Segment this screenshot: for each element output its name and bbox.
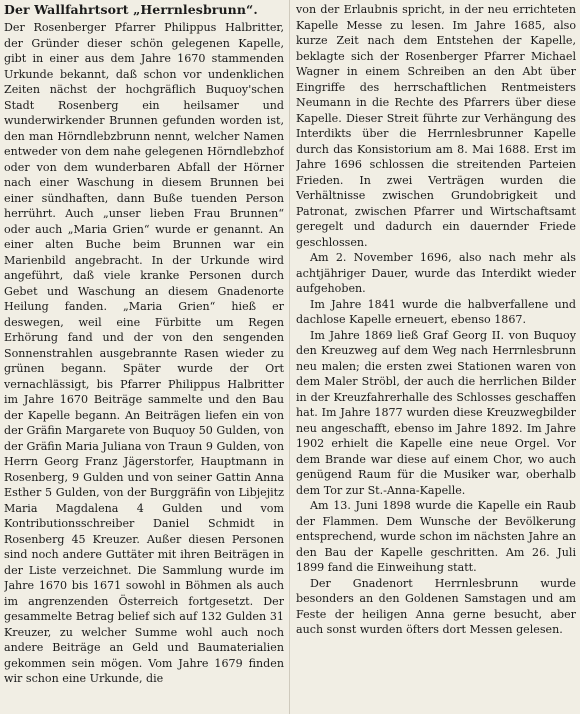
right-column [296,2,576,712]
paragraph: von der Erlaubnis spricht, in der neu errichteten Kapelle Messe zu lesen. Im Jahre 1685, also kurze Zeit nach dem Entstehen der Kapelle, beklagte sich der Rosenberger Pfarrer Michael Wagner in einem Schreiben an den Abt über Eingriffe des herrschaftlichen Rentmeisters Neumann in die Rechte des Pfarrers über diese Kapelle. Dieser Streit führte zur Verhängung des Interdikts über die Herrnlesbrunner Kapelle durch das Konsistorium am 8. Mai 1688. Erst im Jahre 1696 schlossen die streitenden Parteien Frieden. In zwei Verträgen wurden die Verhältnisse zwischen Grundobrigkeit und Patronat, zwischen Pfarrer und Wirtschaftsamt geregelt und dadurch ein dauernder Friede geschlossen. [296,3,576,249]
paragraph: Am 13. Juni 1898 wurde die Kapelle ein Raub der Flammen. Dem Wunsche der Bevölkerung entsprechend, wurde schon im nächsten Jahre an den Bau der Kapelle geschritten. Am 26. Juli 1899 fand die Einweihung statt. [296,499,576,574]
paragraph: Am 2. November 1696, also nach mehr als achtjähriger Dauer, wurde das Interdikt wieder aufgehoben. [296,251,576,295]
left-column [4,20,284,712]
paragraph: Im Jahre 1869 ließ Graf Georg II. von Buquoy den Kreuzweg auf dem Weg nach Herrnlesbrunn neu malen; die ersten zwei Stationen waren von dem Maler Ströbl, der auch die herrlichen Bilder in der Kreuzfahrerhalle des Schlosses geschaffen hat. Im Jahre 1877 wurden diese Kreuzwegbilder neu angeschafft, ebenso im Jahre 1892. Im Jahre 1902 erhielt die Kapelle eine neue Orgel. Vor dem Brande war diese auf einem Chor, wo auch genügend Raum für die Musiker war, oberhalb dem Tor zur St.-Anna-Kapelle. [296,328,576,497]
paragraph: Der Gnadenort Herrnlesbrunn wurde besonders an den Goldenen Samstagen und am Feste der heiligen Anna gerne besucht, aber auch sonst wurden öfters dort Messen gelesen. [296,576,576,636]
paragraph: Im Jahre 1841 wurde die halbverfallene und dachlose Kapelle erneuert, ebenso 1867. [296,297,576,326]
article-title: Der Wallfahrtsort „Herrnlesbrunn“. [4,2,258,17]
column-divider [289,0,290,714]
paragraph: Der Rosenberger Pfarrer Philippus Halbritter, der Gründer dieser schön gelegenen Kapelle, gibt in einer aus dem Jahre 1670 stammenden Urkunde bekannt, daß schon vor undenklichen Zeiten nächst der hochgräflich Buquoy'schen Stadt Rosenberg ein heilsamer und wunderwirkender Brunnen gefunden worden ist, den man Hörndlebzbrunn nennt, welcher Namen entweder von dem nahe gelegenen Hörndlebzhof oder von dem wunderbaren Abfall der Hörner nach einer Waschung in diesem Brunnen bei einer sündhaften, dann Buße tuenden Person herrührt. Auch „unser lieben Frau Brunnen“ oder auch „Maria Grien“ wurde er genannt. An einer alten Buche beim Brunnen war ein Marienbild angebracht. In der Urkunde wird angeführt, daß viele kranke Personen durch Gebet und Waschung an diesem Gnadenorte Heilung fanden. „Maria Grien“ hieß er deswegen, weil eine Fürbitte um Regen Erhörung fand und der von den sengenden Sonnenstrahlen ausgebrannte Rasen wieder zu grünen begann. Später wurde der Ort vernachlässigt, bis Pfarrer Philippus Halbritter im Jahre 1670 Beiträge sammelte und den Bau der Kapelle begann. An Beiträgen liefen ein von der Gräfin Margarete von Buquoy 50 Gulden, von der Gräfin Maria Juliana von Traun 9 Gulden, von Herrn Georg Franz Jägerstorfer, Hauptmann in Rosenberg, 9 Gulden und von seiner Gattin Anna Esther 5 Gulden, von der Burggräfin von Libjejitz Maria Magdalena 4 Gulden und vom Kontributionsschreiber Daniel Schmidt in Rosenberg 45 Kreuzer. Außer diesen Personen sind noch andere Guttäter mit ihren Beiträgen in der Liste verzeichnet. Die Sammlung wurde im Jahre 1670 bis 1671 sowohl in Böhmen als auch im angrenzenden Österreich fortgesetzt. Der gesammelte Betrag belief sich auf 132 Gulden 31 Kreuzer, zu welcher Summe wohl auch noch andere Beiträge an Geld und Baumaterialien gekommen sein mögen. Vom Jahre 1679 finden wir schon eine Urkunde, die [4,21,284,685]
